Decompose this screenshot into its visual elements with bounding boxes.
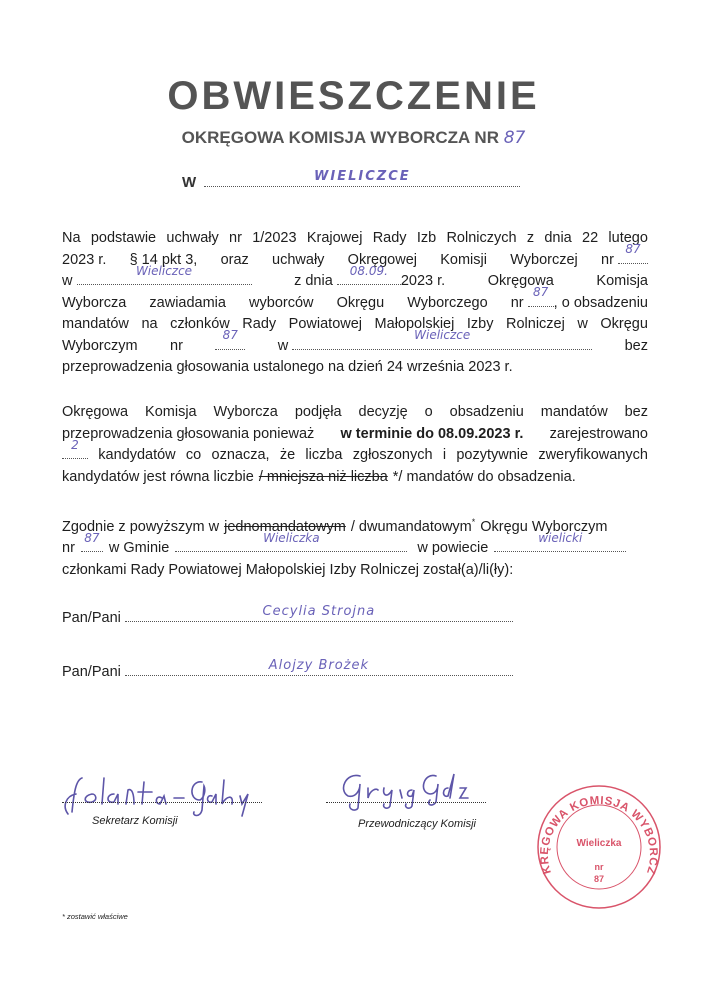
footnote: * zostawić właściwe bbox=[62, 912, 128, 921]
page-title: OBWIESZCZENIE bbox=[167, 74, 540, 118]
secretary-signature bbox=[62, 772, 262, 808]
member-row-2: Pan/Pani Alojzy Brożek bbox=[62, 664, 513, 680]
p1-line-6: Wyborczym nr 87 w Wieliczce bez bbox=[62, 336, 648, 358]
p2-line-2: przeprowadzenia głosowania ponieważ w terminie do 08.09.2023 r. zarejestrowano bbox=[62, 424, 648, 446]
p1-line-1: Na podstawie uchwały nr 1/2023 Krajowej Rady Izb Rolniczych z dnia 22 lutego bbox=[62, 230, 648, 246]
commission-heading: OKRĘGOWA KOMISJA WYBORCZA NR 87 bbox=[181, 128, 526, 148]
p1-line-7: przeprowadzenia głosowania ustalonego na dzień 24 września 2023 r. bbox=[62, 359, 513, 375]
p1-line-4: Wyborcza zawiadamia wyborców Okręgu Wyborczego nr 87 , o obsadzeniu bbox=[62, 293, 648, 315]
chairman-signature-drawing bbox=[326, 768, 486, 812]
commission-location: W WIELICZCE bbox=[182, 170, 520, 191]
member-row-1: Pan/Pani Cecylia Strojna bbox=[62, 610, 513, 626]
struck-option: / mniejsza niż liczba bbox=[258, 468, 388, 485]
commission-stamp bbox=[534, 782, 664, 912]
p1-nr-value: 87 bbox=[625, 242, 641, 256]
commission-number: 87 bbox=[503, 128, 526, 148]
p3-line-2: nr 87 w Gminie Wieliczka w powiecie wielicki bbox=[62, 538, 648, 560]
secretary-signature-drawing bbox=[62, 772, 262, 820]
paragraph-3 bbox=[62, 512, 648, 581]
paragraph-1 bbox=[62, 228, 648, 379]
stamp-city: Wieliczka bbox=[576, 838, 622, 849]
stamp-ring-text: KRĘGOWA KOMISJA WYBORCZ bbox=[538, 794, 660, 877]
p2-line-1: Okręgowa Komisja Wyborcza podjęła decyzję o obsadzeniu mandatów bez bbox=[62, 404, 648, 420]
p2-line-3: 2 kandydatów co oznacza, że liczba zgłoszonych i pozytywnie zweryfikowanych bbox=[62, 445, 648, 467]
powiat-value: wielicki bbox=[538, 530, 583, 545]
deadline-text: w terminie do 08.09.2023 r. bbox=[340, 425, 524, 442]
gmina-value: Wieliczka bbox=[263, 530, 320, 545]
p1-district-nr: 87 bbox=[533, 285, 549, 299]
p1-line-3: w Wieliczce z dnia 08.09. 2023 r. Okręgowa Komisja bbox=[62, 271, 648, 293]
paragraph-2 bbox=[62, 402, 648, 488]
struck-jednomandatowym: jednomandatowym bbox=[224, 518, 346, 535]
chairman-signature bbox=[326, 768, 486, 808]
p3-district-nr: 87 bbox=[84, 530, 100, 545]
p3-line-1: Zgodnie z powyższym w jednomandatowym / dwumandatowym* Okręgu Wyborczym bbox=[62, 512, 648, 538]
candidate-count: 2 bbox=[71, 437, 79, 452]
member-name-2: Alojzy Brożek bbox=[268, 658, 370, 673]
secretary-label: Sekretarz Komisji bbox=[92, 815, 178, 827]
p1-date-value: 08.09. bbox=[349, 263, 388, 278]
p1-line-2: 2023 r. § 14 pkt 3, oraz uchwały Okręgowej Komisji Wyborczej nr 87 bbox=[62, 250, 648, 272]
location-value: WIELICZCE bbox=[314, 169, 411, 184]
p1-district-location: Wieliczce bbox=[414, 328, 471, 342]
chairman-label: Przewodniczący Komisji bbox=[358, 818, 476, 830]
p2-line-4: kandydatów jest równa liczbie / mniejsza niż liczba */ mandatów do obsadzenia. bbox=[62, 467, 648, 489]
p1-district-nr-2: 87 bbox=[222, 328, 238, 342]
stamp-nr-value: 87 bbox=[593, 874, 604, 884]
stamp-nr-label: nr bbox=[594, 862, 604, 872]
p3-line-3: członkami Rady Powiatowej Małopolskiej Izby Rolniczej został(a)/li(ły): bbox=[62, 561, 514, 578]
p1-line-5: mandatów na członków Rady Powiatowej Małopolskiej Izby Rolniczej w Okręgu bbox=[62, 316, 648, 332]
member-name-1: Cecylia Strojna bbox=[262, 604, 376, 619]
p1-w-value: Wieliczce bbox=[135, 263, 193, 278]
